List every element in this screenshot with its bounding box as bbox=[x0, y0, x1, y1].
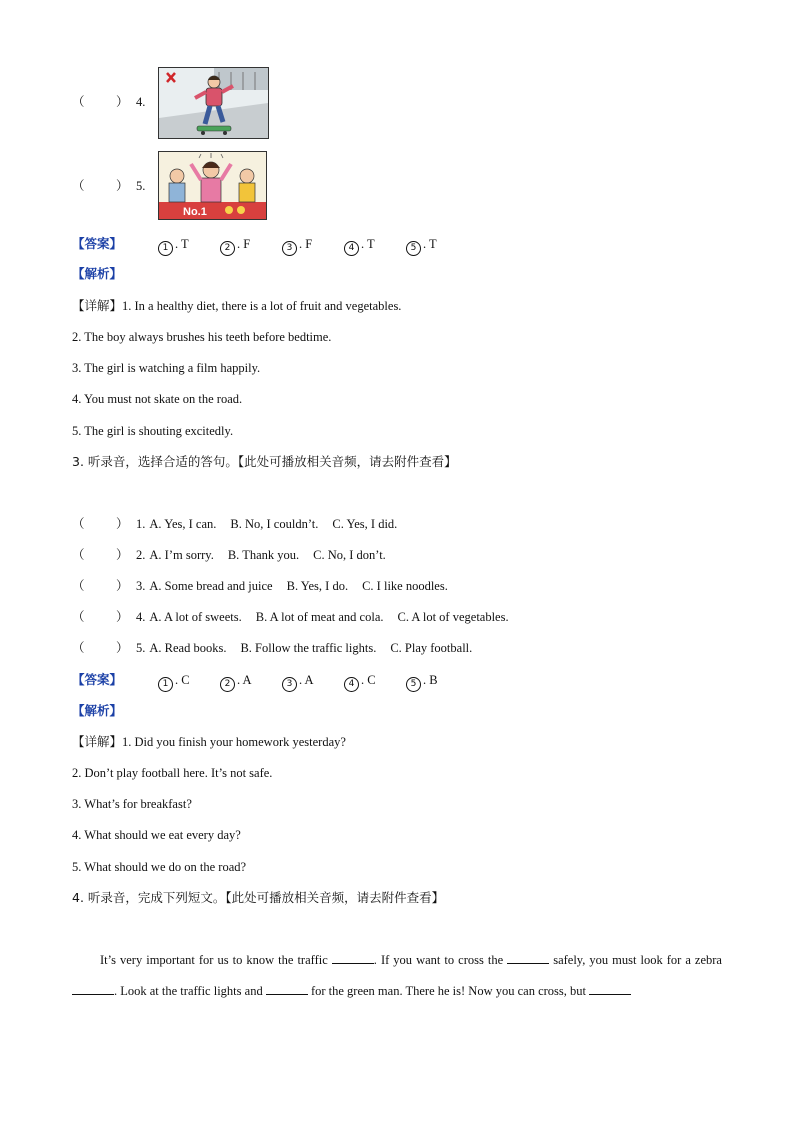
analysis-line bbox=[72, 796, 192, 812]
circled-number: 3 bbox=[282, 677, 297, 692]
answer-item bbox=[406, 672, 468, 692]
question-number: 2. bbox=[136, 548, 146, 562]
analysis-text: 1. Did you finish your homework yesterday? bbox=[122, 735, 346, 749]
question-row bbox=[72, 609, 523, 625]
paren-open: （ bbox=[72, 640, 85, 655]
answer-item bbox=[282, 236, 344, 256]
analysis-line bbox=[72, 423, 233, 439]
analysis-text: 2. The boy always brushes his teeth before bedtime. bbox=[72, 330, 332, 344]
section-4-title: 4. 听录音，完成下列短文。【此处可播放相关音频，请去附件查看】 bbox=[72, 890, 445, 905]
answer-text: . T bbox=[175, 237, 189, 251]
analysis-text: 1. In a healthy diet, there is a lot of fruit and vegetables. bbox=[122, 299, 402, 313]
answer-text: . T bbox=[361, 237, 375, 251]
answer-text: . A bbox=[237, 673, 252, 687]
option-b: B. A lot of meat and cola. bbox=[255, 610, 384, 624]
option-b: B. Yes, I do. bbox=[286, 579, 349, 593]
option-c: C. No, I don’t. bbox=[313, 548, 386, 562]
analysis-line bbox=[72, 827, 241, 843]
answer-text: . A bbox=[299, 673, 314, 687]
analysis-text: 4. You must not skate on the road. bbox=[72, 392, 243, 406]
answer-label: 【答案】 bbox=[72, 236, 123, 251]
detail-label: 【详解】 bbox=[72, 298, 123, 313]
option-a: A. Read books. bbox=[149, 641, 227, 655]
girls-cheering-illustration bbox=[159, 152, 266, 219]
question-item-4 bbox=[72, 94, 145, 110]
answer-row-2 bbox=[72, 672, 468, 692]
option-c: C. Yes, I did. bbox=[332, 517, 398, 531]
circled-number: 4 bbox=[344, 241, 359, 256]
option-a: A. Yes, I can. bbox=[149, 517, 217, 531]
option-a: A. I’m sorry. bbox=[149, 548, 214, 562]
blank-3[interactable] bbox=[72, 982, 114, 995]
blank-5[interactable] bbox=[589, 982, 631, 995]
item-number: 4. bbox=[136, 95, 146, 109]
answer-text: . F bbox=[237, 237, 251, 251]
analysis-text: 4. What should we eat every day? bbox=[72, 828, 241, 842]
circled-number: 2 bbox=[220, 677, 235, 692]
option-b: B. Follow the traffic lights. bbox=[240, 641, 377, 655]
question-row bbox=[72, 547, 400, 563]
circled-number: 1 bbox=[158, 241, 173, 256]
analysis-text: 5. What should we do on the road? bbox=[72, 860, 247, 874]
para-text: safely, you must look for a zebra bbox=[549, 953, 722, 967]
answer-item bbox=[344, 236, 406, 256]
answer-row-1 bbox=[72, 236, 468, 256]
paren-close: ） bbox=[116, 609, 129, 624]
analysis-line bbox=[72, 859, 246, 875]
analysis-line bbox=[72, 734, 346, 750]
analysis-line bbox=[72, 298, 401, 314]
para-text: It’s very important for us to know the traffic bbox=[100, 953, 332, 967]
option-c: C. Play football. bbox=[390, 641, 473, 655]
question-row bbox=[72, 578, 462, 594]
answer-text: . F bbox=[299, 237, 313, 251]
para-text: . If you want to cross the bbox=[373, 953, 508, 967]
option-b: B. Thank you. bbox=[227, 548, 300, 562]
analysis-text: 5. The girl is shouting excitedly. bbox=[72, 424, 234, 438]
answer-label: 【答案】 bbox=[72, 672, 123, 687]
answer-text: . T bbox=[423, 237, 437, 251]
question-number: 3. bbox=[136, 579, 146, 593]
circled-number: 5 bbox=[406, 241, 421, 256]
analysis-line bbox=[72, 391, 242, 407]
question-item-5 bbox=[72, 178, 145, 194]
answer-item bbox=[158, 672, 220, 692]
option-c: C. A lot of vegetables. bbox=[397, 610, 509, 624]
question-number: 4. bbox=[136, 610, 146, 624]
analysis-text: 3. The girl is watching a film happily. bbox=[72, 361, 261, 375]
analysis-text: 3. What’s for breakfast? bbox=[72, 797, 192, 811]
detail-label: 【详解】 bbox=[72, 734, 123, 749]
circled-number: 4 bbox=[344, 677, 359, 692]
answer-item bbox=[158, 236, 220, 256]
answer-item bbox=[406, 236, 468, 256]
paren-open: （ bbox=[72, 94, 85, 109]
analysis-heading-2 bbox=[72, 703, 122, 719]
paren-open: （ bbox=[72, 516, 85, 531]
para-text: for the green man. There he is! Now you can cross, but bbox=[307, 984, 590, 998]
analysis-line bbox=[72, 360, 260, 376]
paren-close: ） bbox=[116, 178, 129, 193]
blank-2[interactable] bbox=[507, 951, 549, 964]
option-a: A. A lot of sweets. bbox=[149, 610, 242, 624]
answer-text: . C bbox=[361, 673, 376, 687]
paren-close: ） bbox=[116, 640, 129, 655]
para-text: . Look at the traffic lights and bbox=[114, 984, 266, 998]
answer-text: . C bbox=[175, 673, 190, 687]
circled-number: 3 bbox=[282, 241, 297, 256]
analysis-label: 【解析】 bbox=[72, 266, 123, 281]
svg-text:No.1: No.1 bbox=[183, 206, 207, 218]
option-a: A. Some bread and juice bbox=[149, 579, 273, 593]
blank-1[interactable] bbox=[332, 951, 374, 964]
analysis-text: 2. Don’t play football here. It’s not safe. bbox=[72, 766, 273, 780]
answer-item bbox=[344, 672, 406, 692]
circled-number: 2 bbox=[220, 241, 235, 256]
cheering-picture bbox=[158, 151, 267, 220]
boy-skating-illustration bbox=[159, 68, 268, 138]
cloze-paragraph bbox=[72, 945, 722, 1007]
question-number: 5. bbox=[136, 641, 146, 655]
paren-open: （ bbox=[72, 578, 85, 593]
circled-number: 5 bbox=[406, 677, 421, 692]
item-number: 5. bbox=[136, 179, 146, 193]
answer-item bbox=[220, 672, 282, 692]
skateboard-picture bbox=[158, 67, 269, 139]
answer-item bbox=[282, 672, 344, 692]
paren-open: （ bbox=[72, 178, 85, 193]
option-c: C. I like noodles. bbox=[362, 579, 448, 593]
analysis-label: 【解析】 bbox=[72, 703, 123, 718]
question-number: 1. bbox=[136, 517, 146, 531]
circled-number: 1 bbox=[158, 677, 173, 692]
question-row bbox=[72, 640, 486, 656]
question-row bbox=[72, 516, 411, 532]
analysis-line bbox=[72, 765, 272, 781]
analysis-heading-1 bbox=[72, 266, 122, 282]
blank-4[interactable] bbox=[266, 982, 308, 995]
answer-text: . B bbox=[423, 673, 438, 687]
analysis-line bbox=[72, 329, 331, 345]
paren-open: （ bbox=[72, 609, 85, 624]
answer-item bbox=[220, 236, 282, 256]
paren-close: ） bbox=[116, 516, 129, 531]
paren-close: ） bbox=[116, 578, 129, 593]
paren-open: （ bbox=[72, 547, 85, 562]
option-b: B. No, I couldn’t. bbox=[230, 517, 319, 531]
section-3-title: 3. 听录音，选择合适的答句。【此处可播放相关音频，请去附件查看】 bbox=[72, 454, 457, 469]
paren-close: ） bbox=[116, 94, 129, 109]
paren-close: ） bbox=[116, 547, 129, 562]
